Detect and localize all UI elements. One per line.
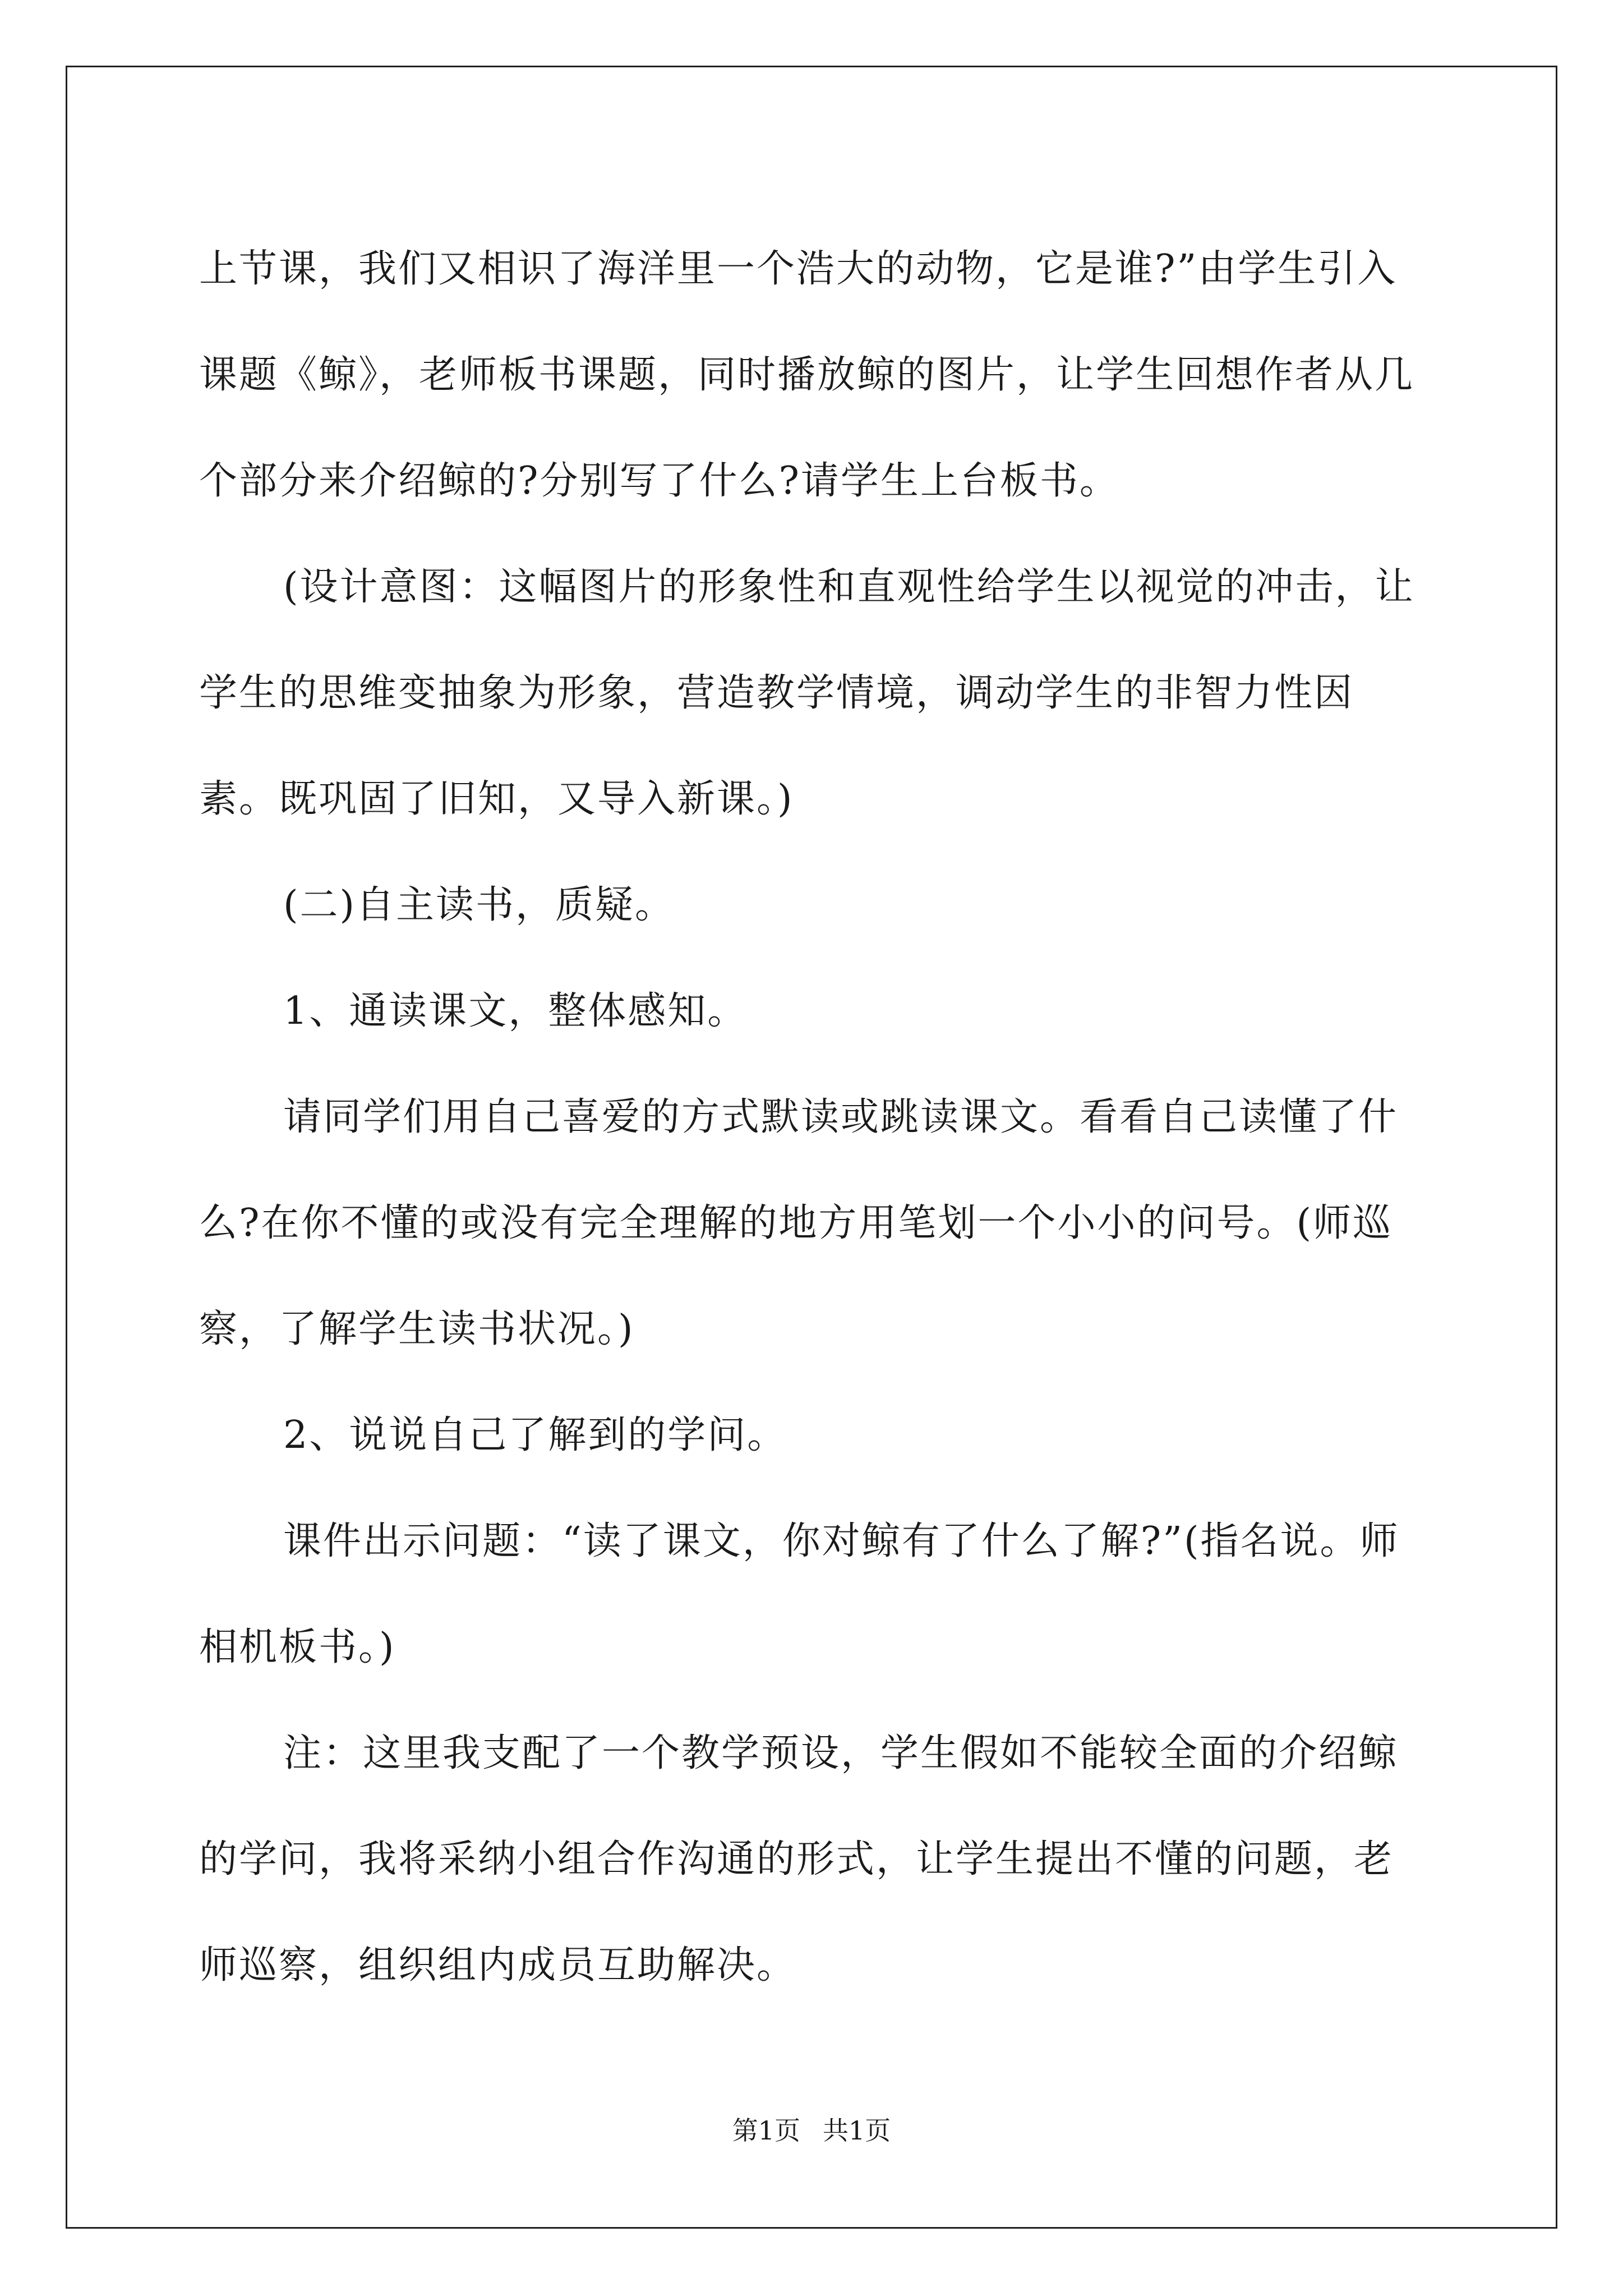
page-number-total: 共1页 [823, 2115, 891, 2146]
section-heading-self-reading: (二)自主读书，质疑。 [283, 883, 675, 927]
page-number-current: 第1页 [732, 2115, 800, 2146]
document-body [199, 216, 1427, 2018]
paragraph-note: 注：这里我支配了一个教学预设，学生假如不能较全面的介绍鲸的学问，我将采纳小组合作沟通的形式，让学生提出不懂的问题，老师巡察，组织组内成员互助解决。 [199, 1731, 1399, 1987]
step-heading-share-knowledge: 2、说说自己了解到的学问。 [283, 1413, 787, 1457]
paragraph-courseware-question: 课件出示问题：“读了课文，你对鲸有了什么了解?”(指名说。师相机板书。) [199, 1519, 1400, 1669]
paragraph-design-intent: (设计意图：这幅图片的形象性和直观性给学生以视觉的冲击，让学生的思维变抽象为形象，营造教学情境，调动学生的非智力性因素。既巩固了旧知，又导入新课。) [199, 565, 1415, 821]
page-footer [0, 2114, 1623, 2147]
step-heading-read-through: 1、通读课文，整体感知。 [283, 989, 748, 1033]
paragraph-reading-instructions: 请同学们用自己喜爱的方式默读或跳读课文。看看自己读懂了什么?在你不懂的或没有完全理解的地方用笔划一个小小的问号。(师巡察，了解学生读书状况。) [199, 1095, 1399, 1351]
paragraph-intro: 上节课，我们又相识了海洋里一个浩大的动物，它是谁?”由学生引入课题《鲸》，老师板书课题，同时播放鲸的图片，让学生回想作者从几个部分来介绍鲸的?分别写了什么?请学生上台板书。 [199, 247, 1415, 503]
